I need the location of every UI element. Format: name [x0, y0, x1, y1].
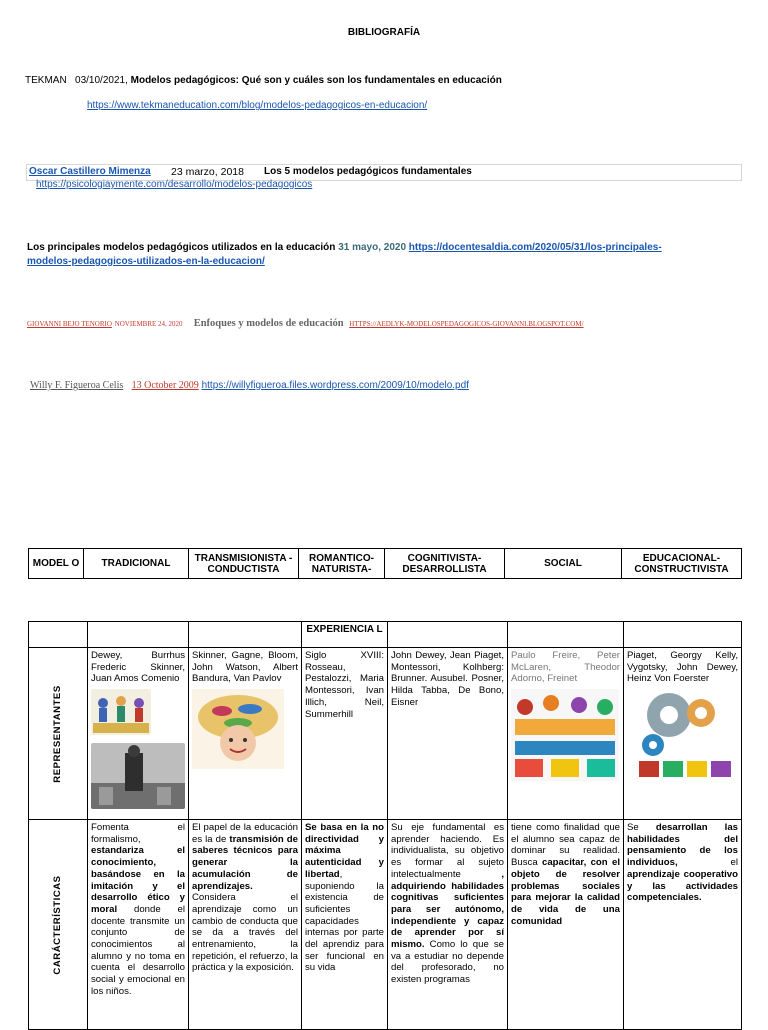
models-grid-table	[28, 621, 742, 1030]
ref5-author: Willy F. Figueroa Celis	[30, 380, 124, 391]
rep-romantico-cell	[302, 648, 388, 820]
ref4-author: GIOVANNI BEJO TENORIO	[27, 320, 112, 328]
head-filled-with-words-image	[192, 689, 284, 769]
rep-transmisionista-cell	[189, 648, 302, 820]
rep-constructivista-cell	[624, 648, 742, 820]
reference-4	[27, 318, 584, 329]
grid-empty-cell	[388, 622, 508, 648]
rep-social-text: Paulo Freire, Peter McLaren, Theodor Adorno, Freinet	[511, 650, 620, 685]
rep-cognitivista-text: John Dewey, Jean Piaget, Montessori, Kolhberg: Brunner. Ausubel. Posner, Hilda Tabba, De Bono, Eisner	[391, 650, 504, 708]
ref3-link-part1[interactable]: https://docentesaldia.com/2020/05/31/los-principales-	[408, 242, 662, 253]
ref2-link[interactable]: https://psicologiaymente.com/desarrollo/modelos-pedagogicos	[36, 179, 313, 190]
ref1-author: TEKMAN	[25, 75, 67, 86]
gears-and-puzzle-image	[627, 689, 737, 781]
children-classroom-image	[511, 689, 619, 781]
car-transmisionista-text2: Considera el aprendizaje como un cambio de conducta que se da a través del entrenamiento, la repetición, el refuerzo, la práctica y la exposición.	[192, 892, 298, 974]
rep-cognitivista-cell	[388, 648, 508, 820]
grid-empty-cell	[508, 622, 624, 648]
header-cognitivista: COGNITIVISTA- DESARROLLISTA	[385, 549, 505, 579]
car-tradicional-text2: donde el docente transmite un conjunto de conocimientos al alumno y no toma en cuenta el desarrollo social y emocional en los niños.	[91, 903, 185, 997]
car-romantico-bold: Se basa en la no directividad y máxima autenticidad y libertad	[305, 822, 384, 880]
row-label-caracteristicas	[29, 820, 88, 1030]
ref5-date: 13 October 2009	[131, 380, 199, 391]
rep-social-cell	[508, 648, 624, 820]
car-tradicional-text1: Fomenta el formalismo,	[91, 822, 185, 845]
header-social: SOCIAL	[505, 549, 622, 579]
car-transmisionista-bold: transmisión de saberes técnicos para generar la acumulación de aprendizajes.	[192, 833, 298, 892]
ref3-date: 31 mayo, 2020	[338, 242, 407, 253]
rep-constructivista-text: Piaget, Georgy Kelly, Vygotsky, John Dewey, Heinz Von Foerster	[627, 650, 738, 685]
car-cognitivista-text1: Su eje fundamental es aprender haciendo. Es individualista, su objetivo es formar al sujeto intelectualmente	[391, 822, 504, 880]
ref3-title: Los principales modelos pedagógicos utilizados en la educación	[27, 242, 336, 253]
rep-romantico-text: Siglo XVIII: Rosseau, Pestalozzi, Maria Montessori, Ivan Illich, Neil, Summerhill	[305, 650, 384, 720]
header-tradicional: TRADICIONAL	[84, 549, 189, 579]
reference-5	[30, 380, 469, 391]
car-constructivista-cell	[624, 820, 742, 1030]
ref2-title: Los 5 modelos pedagógicos fundamentales	[264, 166, 472, 177]
car-constructivista-bold1: desarrollan las habilidades del pensamiento de los individuos,	[627, 822, 738, 869]
ref4-title: Enfoques y modelos de educación	[193, 318, 344, 329]
ref5-link[interactable]: https://willyfigueroa.files.wordpress.com/2009/10/modelo.pdf	[201, 380, 469, 391]
grid-empty-cell	[29, 622, 88, 648]
row-label-representantes	[29, 648, 88, 820]
car-transmisionista-text1: El papel de la educación es la de	[192, 822, 298, 845]
ref2-author[interactable]: Oscar Castillero Mimenza	[29, 166, 151, 177]
car-constructivista-bold2: aprendizaje cooperativo y las actividades competenciales.	[627, 868, 738, 904]
historic-classroom-photo-image	[91, 743, 185, 809]
ref1-date: 03/10/2021,	[75, 75, 128, 86]
ref1-link[interactable]: https://www.tekmaneducation.com/blog/modelos-pedagogicos-en-educacion/	[87, 100, 428, 111]
ref3-link-part2[interactable]: modelos-pedagogicos-utilizados-en-la-educacion/	[27, 256, 265, 267]
classroom-illustration-image	[91, 689, 151, 735]
car-social-bold: capacitar, con el objeto de resolver problemas sociales para mejorar la calidad de vida de una comunidad	[511, 857, 620, 927]
models-header-table	[28, 548, 742, 579]
header-model: MODEL O	[29, 549, 84, 579]
ref1-title: Modelos pedagógicos: Qué son y cuáles son los fundamentales en educación	[130, 75, 502, 86]
car-cognitivista-bold: , adquiriendo habilidades cognitivas suficientes para ser autónomo, independiente y capaz de aprender por sí mismo.	[391, 868, 504, 951]
car-romantico-cell	[302, 820, 388, 1030]
rep-transmisionista-text: Skinner, Gagne, Bloom, John Watson, Albert Bandura, Van Pavlov	[192, 650, 298, 685]
experiencial-label: EXPERIENCIA L	[302, 622, 388, 648]
reference-1	[25, 75, 502, 86]
car-social-cell	[508, 820, 624, 1030]
rep-tradicional-cell	[88, 648, 189, 820]
ref4-date: NOVIEMBRE 24, 2020	[114, 320, 183, 328]
grid-empty-cell	[88, 622, 189, 648]
car-transmisionista-cell	[189, 820, 302, 1030]
car-constructivista-text1: Se	[627, 822, 656, 833]
header-constructivista: EDUCACIONAL- CONSTRUCTIVISTA	[622, 549, 742, 579]
car-cognitivista-cell	[388, 820, 508, 1030]
grid-empty-cell	[624, 622, 742, 648]
reference-3	[27, 242, 662, 253]
ref4-link[interactable]: HTTPS://AEDLYK-MODELOSPEDAGOGICOS-GIOVANNI.BLOGSPOT.COM/	[349, 320, 584, 328]
car-romantico-text1: , suponiendo la existencia de suficientes capacidades internas por parte del aprendiz para ser funcional en su vida	[305, 868, 384, 974]
header-romantico: ROMANTICO- NATURISTA-	[299, 549, 385, 579]
grid-empty-cell	[189, 622, 302, 648]
ref2-date: 23 marzo, 2018	[171, 166, 244, 178]
car-constructivista-text2: el	[677, 857, 738, 869]
car-cognitivista-text2: Como lo que se va a estudiar no depende del profesorado, no existen programas	[391, 939, 504, 986]
header-transmisionista: TRANSMISIONISTA - CONDUCTISTA	[189, 549, 299, 579]
page-title: BIBLIOGRAFÍA	[347, 27, 421, 38]
car-tradicional-cell	[88, 820, 189, 1030]
caracteristicas-label: CARÁCTERÍSTICAS	[52, 874, 64, 975]
rep-tradicional-text: Dewey, Burrhus Frederic Skinner, Juan Amos Comenio	[91, 650, 185, 685]
car-tradicional-bold: estandariza el conocimiento, basándose en la imitación y el desarrollo ético y moral	[91, 845, 185, 915]
car-social-text1: tiene como finalidad que el alumno sea capaz de dominar su realidad. Busca	[511, 822, 620, 869]
representantes-label: REPRESENTANTES	[52, 684, 64, 783]
